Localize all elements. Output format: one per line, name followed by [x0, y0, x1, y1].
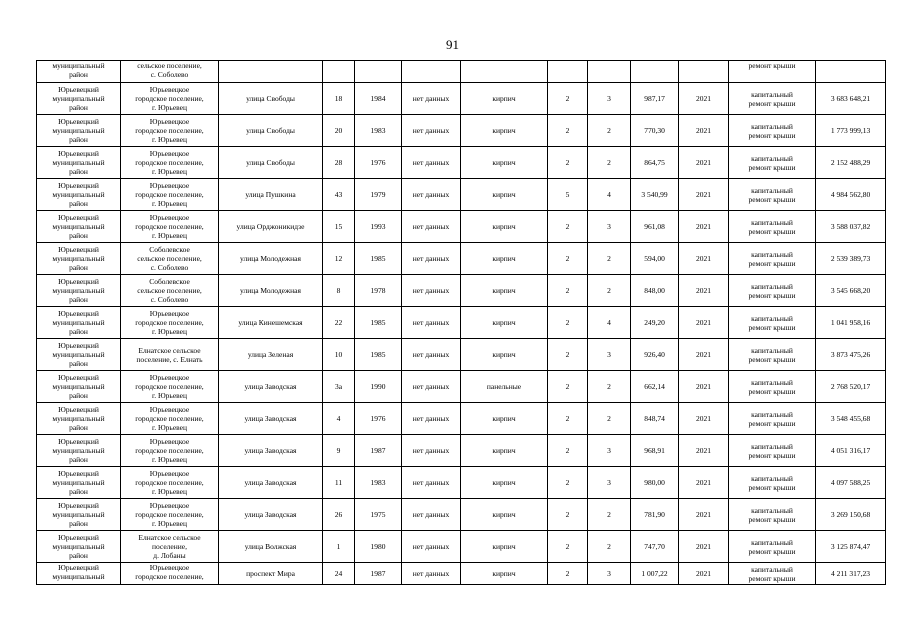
cost-cell: 3 548 455,68	[816, 403, 886, 435]
street-cell: улица Зеленая	[219, 339, 323, 371]
year-cell	[355, 61, 402, 83]
area-cell: 249,20	[631, 307, 679, 339]
entrances-cell: 3	[588, 339, 631, 371]
entrances-cell: 2	[588, 371, 631, 403]
material-cell: кирпич	[461, 339, 548, 371]
street-cell: улица Заводская	[219, 467, 323, 499]
work-type-cell: капитальный ремонт крыши	[729, 275, 816, 307]
floors-cell: 2	[548, 211, 588, 243]
plan-year-cell: 2021	[679, 83, 729, 115]
material-cell: кирпич	[461, 403, 548, 435]
area-cell: 747,70	[631, 531, 679, 563]
district-cell: Юрьевецкий муниципальный район	[37, 211, 121, 243]
work-type-cell: капитальный ремонт крыши	[729, 499, 816, 531]
area-cell: 3 540,99	[631, 179, 679, 211]
plan-year-cell: 2021	[679, 403, 729, 435]
floors-cell	[548, 61, 588, 83]
plan-year-cell: 2021	[679, 499, 729, 531]
table-row	[37, 61, 886, 83]
district-cell: Юрьевецкий муниципальный район	[37, 339, 121, 371]
entrances-cell: 3	[588, 83, 631, 115]
cost-cell: 4 097 588,25	[816, 467, 886, 499]
floors-cell: 2	[548, 499, 588, 531]
plan-year-cell: 2021	[679, 307, 729, 339]
year2-cell: нет данных	[402, 339, 461, 371]
cost-cell: 3 588 037,82	[816, 211, 886, 243]
material-cell: панельные	[461, 371, 548, 403]
year-cell: 1987	[355, 563, 402, 585]
year-cell: 1976	[355, 147, 402, 179]
district-cell: Юрьевецкий муниципальный район	[37, 243, 121, 275]
area-cell: 770,30	[631, 115, 679, 147]
cost-cell: 1 773 999,13	[816, 115, 886, 147]
area-cell: 848,00	[631, 275, 679, 307]
floors-cell: 2	[548, 403, 588, 435]
table-row	[37, 275, 886, 307]
cost-cell: 3 545 668,20	[816, 275, 886, 307]
settlement-cell: сельское поселение, с. Соболево	[121, 61, 219, 83]
cost-cell: 3 873 475,26	[816, 339, 886, 371]
plan-year-cell: 2021	[679, 243, 729, 275]
area-cell: 926,40	[631, 339, 679, 371]
area-cell: 1 007,22	[631, 563, 679, 585]
entrances-cell: 4	[588, 179, 631, 211]
plan-year-cell: 2021	[679, 563, 729, 585]
street-cell: улица Свободы	[219, 83, 323, 115]
year2-cell: нет данных	[402, 403, 461, 435]
street-cell: улица Пушкина	[219, 179, 323, 211]
plan-year-cell: 2021	[679, 339, 729, 371]
cost-cell: 3 269 150,68	[816, 499, 886, 531]
year2-cell: нет данных	[402, 531, 461, 563]
settlement-cell: Елнатское сельское поселение, д. Лобаны	[121, 531, 219, 563]
year2-cell: нет данных	[402, 563, 461, 585]
house-cell: 3а	[323, 371, 355, 403]
plan-year-cell: 2021	[679, 531, 729, 563]
cost-cell: 4 051 316,17	[816, 435, 886, 467]
settlement-cell: Соболевское сельское поселение, с. Соболево	[121, 275, 219, 307]
district-cell: Юрьевецкий муниципальный район	[37, 83, 121, 115]
material-cell: кирпич	[461, 147, 548, 179]
entrances-cell	[588, 61, 631, 83]
year2-cell: нет данных	[402, 83, 461, 115]
material-cell: кирпич	[461, 307, 548, 339]
street-cell: улица Заводская	[219, 499, 323, 531]
year-cell: 1993	[355, 211, 402, 243]
settlement-cell: Юрьевецкое городское поселение, г. Юрьевец	[121, 371, 219, 403]
area-cell: 848,74	[631, 403, 679, 435]
table-row	[37, 403, 886, 435]
table-row	[37, 83, 886, 115]
floors-cell: 2	[548, 435, 588, 467]
table-row	[37, 211, 886, 243]
entrances-cell: 2	[588, 243, 631, 275]
house-cell: 24	[323, 563, 355, 585]
year2-cell: нет данных	[402, 435, 461, 467]
year2-cell: нет данных	[402, 115, 461, 147]
settlement-cell: Юрьевецкое городское поселение, г. Юрьевец	[121, 83, 219, 115]
year2-cell: нет данных	[402, 307, 461, 339]
settlement-cell: Юрьевецкое городское поселение, г. Юрьевец	[121, 467, 219, 499]
entrances-cell: 2	[588, 499, 631, 531]
work-type-cell: капитальный ремонт крыши	[729, 467, 816, 499]
cost-cell	[816, 61, 886, 83]
district-cell: Юрьевецкий муниципальный район	[37, 275, 121, 307]
work-type-cell: капитальный ремонт крыши	[729, 83, 816, 115]
year2-cell	[402, 61, 461, 83]
table-row	[37, 371, 886, 403]
district-cell: Юрьевецкий муниципальный район	[37, 467, 121, 499]
cost-cell: 2 152 488,29	[816, 147, 886, 179]
house-cell: 22	[323, 307, 355, 339]
material-cell: кирпич	[461, 467, 548, 499]
year2-cell: нет данных	[402, 243, 461, 275]
material-cell: кирпич	[461, 243, 548, 275]
entrances-cell: 2	[588, 115, 631, 147]
table-row	[37, 243, 886, 275]
year2-cell: нет данных	[402, 275, 461, 307]
work-type-cell: капитальный ремонт крыши	[729, 563, 816, 585]
material-cell: кирпич	[461, 563, 548, 585]
cost-cell: 1 041 958,16	[816, 307, 886, 339]
house-cell: 28	[323, 147, 355, 179]
entrances-cell: 2	[588, 147, 631, 179]
year-cell: 1975	[355, 499, 402, 531]
settlement-cell: Юрьевецкое городское поселение, г. Юрьевец	[121, 211, 219, 243]
house-cell: 8	[323, 275, 355, 307]
house-cell: 26	[323, 499, 355, 531]
settlement-cell: Юрьевецкое городское поселение, г. Юрьевец	[121, 307, 219, 339]
floors-cell: 2	[548, 147, 588, 179]
material-cell: кирпич	[461, 435, 548, 467]
street-cell: улица Заводская	[219, 435, 323, 467]
street-cell: улица Кинешемская	[219, 307, 323, 339]
entrances-cell: 2	[588, 403, 631, 435]
floors-cell: 2	[548, 275, 588, 307]
floors-cell: 2	[548, 243, 588, 275]
house-cell: 11	[323, 467, 355, 499]
floors-cell: 5	[548, 179, 588, 211]
year-cell: 1987	[355, 435, 402, 467]
district-cell: Юрьевецкий муниципальный район	[37, 179, 121, 211]
entrances-cell: 3	[588, 467, 631, 499]
area-cell: 980,00	[631, 467, 679, 499]
plan-year-cell: 2021	[679, 435, 729, 467]
district-cell: Юрьевецкий муниципальный район	[37, 435, 121, 467]
area-cell: 987,17	[631, 83, 679, 115]
street-cell: улица Волжская	[219, 531, 323, 563]
district-cell: Юрьевецкий муниципальный район	[37, 147, 121, 179]
material-cell: кирпич	[461, 499, 548, 531]
cost-cell: 2 539 389,73	[816, 243, 886, 275]
floors-cell: 2	[548, 371, 588, 403]
area-cell: 781,90	[631, 499, 679, 531]
house-cell: 15	[323, 211, 355, 243]
plan-year-cell: 2021	[679, 147, 729, 179]
district-cell: Юрьевецкий муниципальный район	[37, 115, 121, 147]
table-body	[37, 61, 886, 585]
settlement-cell: Соболевское сельское поселение, с. Соболево	[121, 243, 219, 275]
district-cell: Юрьевецкий муниципальный район	[37, 371, 121, 403]
year2-cell: нет данных	[402, 147, 461, 179]
house-cell: 20	[323, 115, 355, 147]
district-cell: Юрьевецкий муниципальный район	[37, 403, 121, 435]
area-cell: 594,00	[631, 243, 679, 275]
area-cell: 961,08	[631, 211, 679, 243]
material-cell: кирпич	[461, 179, 548, 211]
year-cell: 1984	[355, 83, 402, 115]
cost-cell: 4 984 562,80	[816, 179, 886, 211]
entrances-cell: 4	[588, 307, 631, 339]
floors-cell: 2	[548, 339, 588, 371]
settlement-cell: Юрьевецкое городское поселение, г. Юрьевец	[121, 115, 219, 147]
table-row	[37, 147, 886, 179]
house-cell: 18	[323, 83, 355, 115]
entrances-cell: 3	[588, 435, 631, 467]
settlement-cell: Юрьевецкое городское поселение, г. Юрьевец	[121, 147, 219, 179]
house-cell: 43	[323, 179, 355, 211]
table-row	[37, 467, 886, 499]
floors-cell: 2	[548, 531, 588, 563]
plan-year-cell: 2021	[679, 211, 729, 243]
area-cell: 968,91	[631, 435, 679, 467]
settlement-cell: Юрьевецкое городское поселение, г. Юрьевец	[121, 179, 219, 211]
year-cell: 1978	[355, 275, 402, 307]
district-cell: Юрьевецкий муниципальный район	[37, 307, 121, 339]
material-cell: кирпич	[461, 531, 548, 563]
page-number: 91	[446, 37, 459, 52]
street-cell: улица Молодежная	[219, 275, 323, 307]
plan-year-cell: 2021	[679, 371, 729, 403]
work-type-cell: капитальный ремонт крыши	[729, 339, 816, 371]
material-cell: кирпич	[461, 275, 548, 307]
district-cell: Юрьевецкий муниципальный район	[37, 531, 121, 563]
work-type-cell: капитальный ремонт крыши	[729, 211, 816, 243]
work-type-cell: капитальный ремонт крыши	[729, 307, 816, 339]
work-type-cell: капитальный ремонт крыши	[729, 403, 816, 435]
floors-cell: 2	[548, 467, 588, 499]
year-cell: 1983	[355, 115, 402, 147]
work-type-cell: капитальный ремонт крыши	[729, 115, 816, 147]
entrances-cell: 2	[588, 275, 631, 307]
street-cell: улица Свободы	[219, 147, 323, 179]
cost-cell: 3 125 874,47	[816, 531, 886, 563]
table-row	[37, 499, 886, 531]
year2-cell: нет данных	[402, 499, 461, 531]
table-row	[37, 339, 886, 371]
district-cell: муниципальный район	[37, 61, 121, 83]
settlement-cell: Юрьевецкое городское поселение, г. Юрьевец	[121, 403, 219, 435]
year2-cell: нет данных	[402, 179, 461, 211]
plan-year-cell: 2021	[679, 467, 729, 499]
year-cell: 1979	[355, 179, 402, 211]
table-row	[37, 563, 886, 585]
cost-cell: 4 211 317,23	[816, 563, 886, 585]
year-cell: 1990	[355, 371, 402, 403]
plan-year-cell: 2021	[679, 179, 729, 211]
street-cell: улица Заводская	[219, 371, 323, 403]
table-row	[37, 307, 886, 339]
table-row	[37, 531, 886, 563]
table-row	[37, 115, 886, 147]
housing-registry-table	[36, 60, 886, 585]
year-cell: 1983	[355, 467, 402, 499]
floors-cell: 2	[548, 563, 588, 585]
street-cell: улица Заводская	[219, 403, 323, 435]
entrances-cell: 2	[588, 531, 631, 563]
cost-cell: 2 768 520,17	[816, 371, 886, 403]
house-cell: 9	[323, 435, 355, 467]
street-cell: улица Орджоникидзе	[219, 211, 323, 243]
material-cell: кирпич	[461, 115, 548, 147]
entrances-cell: 3	[588, 211, 631, 243]
house-cell: 12	[323, 243, 355, 275]
area-cell	[631, 61, 679, 83]
work-type-cell: ремонт крыши	[729, 61, 816, 83]
floors-cell: 2	[548, 83, 588, 115]
year-cell: 1985	[355, 307, 402, 339]
material-cell: кирпич	[461, 211, 548, 243]
street-cell: улица Свободы	[219, 115, 323, 147]
work-type-cell: капитальный ремонт крыши	[729, 179, 816, 211]
year-cell: 1985	[355, 339, 402, 371]
street-cell	[219, 61, 323, 83]
floors-cell: 2	[548, 307, 588, 339]
year2-cell: нет данных	[402, 371, 461, 403]
house-cell: 4	[323, 403, 355, 435]
house-cell: 10	[323, 339, 355, 371]
work-type-cell: капитальный ремонт крыши	[729, 147, 816, 179]
district-cell: Юрьевецкий муниципальный район	[37, 499, 121, 531]
year2-cell: нет данных	[402, 211, 461, 243]
year-cell: 1976	[355, 403, 402, 435]
year2-cell: нет данных	[402, 467, 461, 499]
year-cell: 1980	[355, 531, 402, 563]
area-cell: 864,75	[631, 147, 679, 179]
plan-year-cell: 2021	[679, 275, 729, 307]
work-type-cell: капитальный ремонт крыши	[729, 531, 816, 563]
street-cell: улица Молодежная	[219, 243, 323, 275]
cost-cell: 3 683 648,21	[816, 83, 886, 115]
settlement-cell: Юрьевецкое городское поселение,	[121, 563, 219, 585]
settlement-cell: Елнатское сельское поселение, с. Елнать	[121, 339, 219, 371]
entrances-cell: 3	[588, 563, 631, 585]
work-type-cell: капитальный ремонт крыши	[729, 243, 816, 275]
work-type-cell: капитальный ремонт крыши	[729, 435, 816, 467]
house-cell: 1	[323, 531, 355, 563]
settlement-cell: Юрьевецкое городское поселение, г. Юрьевец	[121, 499, 219, 531]
house-cell	[323, 61, 355, 83]
table-row	[37, 435, 886, 467]
year-cell: 1985	[355, 243, 402, 275]
floors-cell: 2	[548, 115, 588, 147]
table-row	[37, 179, 886, 211]
street-cell: проспект Мира	[219, 563, 323, 585]
material-cell: кирпич	[461, 83, 548, 115]
district-cell: Юрьевецкий муниципальный	[37, 563, 121, 585]
plan-year-cell: 2021	[679, 115, 729, 147]
work-type-cell: капитальный ремонт крыши	[729, 371, 816, 403]
plan-year-cell	[679, 61, 729, 83]
area-cell: 662,14	[631, 371, 679, 403]
material-cell	[461, 61, 548, 83]
settlement-cell: Юрьевецкое городское поселение, г. Юрьевец	[121, 435, 219, 467]
